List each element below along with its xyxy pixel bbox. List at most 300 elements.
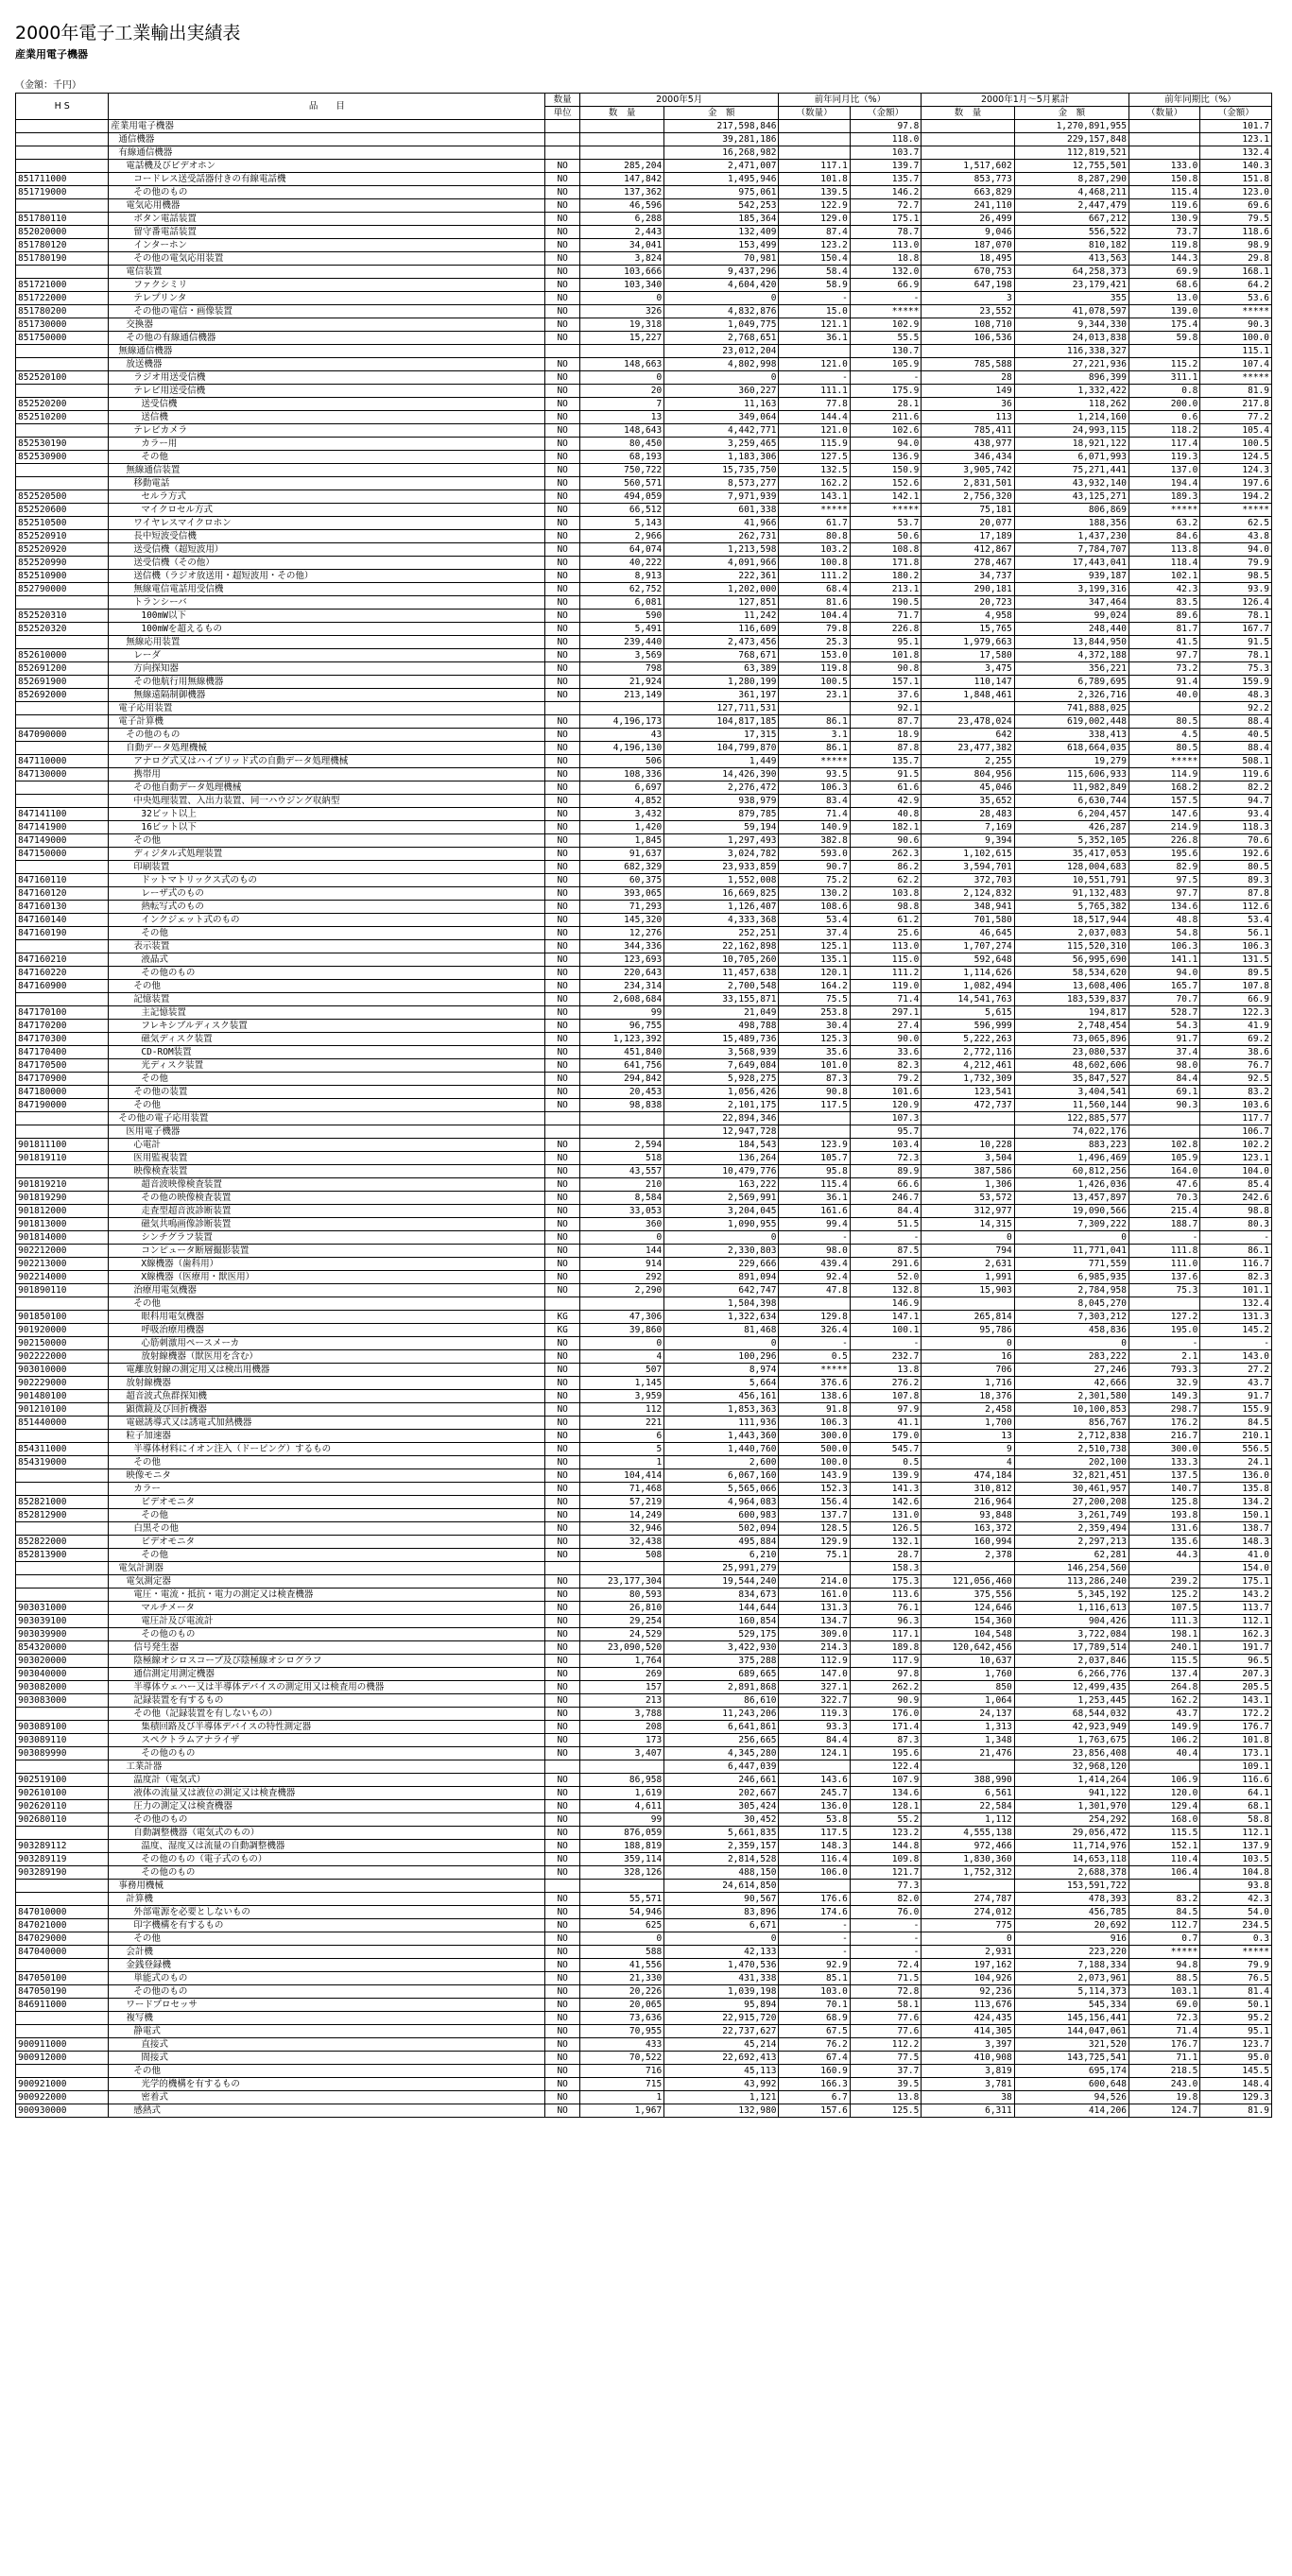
cell-item-name: その他自動データ処理機械	[109, 781, 545, 795]
table-row	[16, 1959, 1272, 1972]
cell-ytd-qty: 3,819	[922, 2065, 1014, 2078]
cell-item-name: 呼吸治療用機器	[109, 1324, 545, 1337]
cell-ytd-yoy-qty: 195.0	[1128, 1324, 1199, 1337]
table-row	[16, 332, 1272, 345]
cell-yoy-amt: 118.0	[850, 133, 921, 146]
cell-ytd-yoy-qty: 119.3	[1128, 451, 1199, 464]
cell-ytd-yoy-amt: 94.7	[1200, 795, 1272, 808]
table-row	[16, 1483, 1272, 1496]
cell-yoy-amt: 171.4	[850, 1721, 921, 1734]
cell-unit	[545, 345, 580, 358]
cell-hs-code	[16, 795, 109, 808]
cell-item-name: 走査型超音波診断装置	[109, 1205, 545, 1218]
cell-ytd-yoy-amt: 54.0	[1200, 1906, 1272, 1919]
cell-item-name: 移動電話	[109, 477, 545, 490]
cell-unit: NO	[545, 504, 580, 517]
cell-hs-code: 854311000	[16, 1443, 109, 1456]
cell-ytd-yoy-amt: 118.6	[1200, 226, 1272, 239]
cell-ytd-yoy-amt: 113.7	[1200, 1602, 1272, 1615]
cell-ytd-yoy-amt: 107.4	[1200, 358, 1272, 371]
cell-item-name: 主記憶装置	[109, 1006, 545, 1020]
cell-may-amt: 45,214	[664, 2038, 779, 2052]
cell-item-name: 電圧計及び電流計	[109, 1615, 545, 1628]
cell-yoy-qty: 125.3	[779, 1033, 850, 1046]
cell-ytd-amt: 667,212	[1014, 213, 1128, 226]
cell-ytd-yoy-qty: 140.7	[1128, 1483, 1199, 1496]
cell-ytd-amt: 14,653,118	[1014, 1853, 1128, 1866]
cell-ytd-amt: 24,993,115	[1014, 424, 1128, 438]
cell-may-amt: 10,479,776	[664, 1165, 779, 1178]
cell-ytd-amt: 4,468,211	[1014, 186, 1128, 199]
table-row	[16, 1906, 1272, 1919]
cell-ytd-qty: 375,556	[922, 1589, 1014, 1602]
cell-ytd-qty: 197,162	[922, 1959, 1014, 1972]
cell-unit	[545, 1112, 580, 1125]
cell-item-name: その他の電子応用装置	[109, 1112, 545, 1125]
cell-ytd-amt: 9,344,330	[1014, 318, 1128, 332]
cell-unit: NO	[545, 1403, 580, 1417]
cell-ytd-yoy-qty: 75.3	[1128, 1284, 1199, 1297]
cell-item-name: 複写機	[109, 2012, 545, 2025]
cell-may-amt: 7,971,939	[664, 490, 779, 504]
cell-item-name: 送信機（ラジオ放送用・超短波用・その他）	[109, 570, 545, 583]
cell-ytd-yoy-qty: 106.9	[1128, 1774, 1199, 1787]
cell-may-amt: 361,197	[664, 689, 779, 702]
cell-ytd-yoy-amt: 145.5	[1200, 2065, 1272, 2078]
cell-ytd-qty: 596,999	[922, 1020, 1014, 1033]
cell-yoy-qty: 376.6	[779, 1377, 850, 1390]
cell-yoy-qty: 120.1	[779, 967, 850, 980]
cell-may-qty: 208	[579, 1721, 663, 1734]
cell-item-name: 表示装置	[109, 940, 545, 953]
cell-yoy-qty: 174.6	[779, 1906, 850, 1919]
cell-ytd-yoy-amt: 103.6	[1200, 1099, 1272, 1112]
cell-ytd-yoy-amt: 132.4	[1200, 1297, 1272, 1311]
cell-unit: NO	[545, 1800, 580, 1813]
cell-ytd-qty: 2,931	[922, 1946, 1014, 1959]
cell-ytd-yoy-qty: 97.7	[1128, 887, 1199, 901]
cell-hs-code: 851780120	[16, 239, 109, 252]
cell-yoy-amt: 77.6	[850, 2012, 921, 2025]
cell-may-amt: 6,447,039	[664, 1760, 779, 1774]
cell-hs-code: 901819210	[16, 1178, 109, 1192]
cell-ytd-amt: 2,359,494	[1014, 1522, 1128, 1536]
cell-yoy-qty: 119.3	[779, 1708, 850, 1721]
cell-ytd-yoy-amt: 98.5	[1200, 570, 1272, 583]
cell-ytd-yoy-amt: 168.1	[1200, 266, 1272, 279]
cell-may-amt: 95,894	[664, 1999, 779, 2012]
table-row	[16, 1271, 1272, 1284]
cell-may-amt: 3,024,782	[664, 848, 779, 861]
cell-ytd-yoy-qty: 120.0	[1128, 1787, 1199, 1800]
cell-may-qty: 292	[579, 1271, 663, 1284]
cell-yoy-amt: 84.4	[850, 1205, 921, 1218]
cell-hs-code: 902150000	[16, 1337, 109, 1350]
cell-yoy-qty: 117.5	[779, 1099, 850, 1112]
cell-item-name: 金銭登録機	[109, 1959, 545, 1972]
cell-ytd-yoy-qty: 97.5	[1128, 874, 1199, 887]
cell-ytd-amt: 7,188,334	[1014, 1959, 1128, 1972]
header-amt: 金 額	[664, 107, 779, 120]
cell-ytd-qty: 6,311	[922, 2104, 1014, 2118]
cell-may-qty: 20,226	[579, 1985, 663, 1999]
cell-ytd-amt: 695,174	[1014, 2065, 1128, 2078]
cell-may-amt: 5,661,835	[664, 1827, 779, 1840]
cell-yoy-qty: 121.0	[779, 424, 850, 438]
cell-item-name: 単能式のもの	[109, 1972, 545, 1985]
cell-may-qty: 0	[579, 371, 663, 385]
cell-may-qty: 173	[579, 1734, 663, 1747]
cell-yoy-qty: 71.4	[779, 808, 850, 821]
cell-item-name: ラジオ用送受信機	[109, 371, 545, 385]
cell-ytd-qty: 14,315	[922, 1218, 1014, 1231]
cell-ytd-yoy-qty: 176.2	[1128, 1417, 1199, 1430]
cell-may-amt: 15,735,750	[664, 464, 779, 477]
cell-may-amt: 116,609	[664, 623, 779, 636]
header-ytd-amt-p: （金額）	[1200, 107, 1272, 120]
cell-yoy-amt: -	[850, 1337, 921, 1350]
cell-may-amt: 22,894,346	[664, 1112, 779, 1125]
cell-hs-code: 902222000	[16, 1350, 109, 1364]
cell-hs-code: 852020000	[16, 226, 109, 239]
cell-ytd-qty: 34,737	[922, 570, 1014, 583]
cell-yoy-amt: 144.8	[850, 1840, 921, 1853]
cell-ytd-qty: 14,541,763	[922, 993, 1014, 1006]
table-row	[16, 1112, 1272, 1125]
cell-ytd-qty: 1,848,461	[922, 689, 1014, 702]
cell-yoy-amt: 115.0	[850, 953, 921, 967]
cell-may-amt: 1,039,198	[664, 1985, 779, 1999]
cell-ytd-yoy-amt: 70.6	[1200, 834, 1272, 848]
cell-may-amt: 16,268,982	[664, 146, 779, 160]
cell-ytd-yoy-qty: 240.1	[1128, 1641, 1199, 1655]
cell-hs-code	[16, 636, 109, 649]
cell-yoy-amt: 100.1	[850, 1324, 921, 1337]
cell-ytd-amt: 2,301,580	[1014, 1390, 1128, 1403]
cell-item-name: その他のもの	[109, 1813, 545, 1827]
cell-yoy-qty: 84.4	[779, 1734, 850, 1747]
table-row	[16, 1681, 1272, 1694]
cell-may-qty: 750,722	[579, 464, 663, 477]
cell-ytd-amt: 1,763,675	[1014, 1734, 1128, 1747]
cell-yoy-qty: 134.7	[779, 1615, 850, 1628]
cell-may-qty: 6	[579, 1430, 663, 1443]
cell-may-amt: 1,213,598	[664, 543, 779, 557]
table-row	[16, 610, 1272, 623]
table-row	[16, 821, 1272, 834]
cell-ytd-qty: 123,541	[922, 1086, 1014, 1099]
cell-ytd-yoy-amt: 78.1	[1200, 649, 1272, 662]
cell-yoy-amt: 157.1	[850, 676, 921, 689]
cell-hs-code: 847160120	[16, 887, 109, 901]
table-row	[16, 398, 1272, 411]
cell-item-name: 無線通信機器	[109, 345, 545, 358]
cell-may-amt: 0	[664, 1231, 779, 1245]
cell-yoy-amt: 291.6	[850, 1258, 921, 1271]
cell-ytd-qty: 2,378	[922, 1549, 1014, 1562]
cell-may-amt: 11,457,638	[664, 967, 779, 980]
cell-unit: NO	[545, 1602, 580, 1615]
cell-hs-code: 852520310	[16, 610, 109, 623]
cell-ytd-qty: 3,781	[922, 2078, 1014, 2091]
cell-yoy-amt: 61.6	[850, 781, 921, 795]
cell-ytd-qty: 850	[922, 1681, 1014, 1694]
cell-yoy-amt: 101.8	[850, 649, 921, 662]
cell-hs-code: 852692000	[16, 689, 109, 702]
cell-ytd-qty: 18,376	[922, 1390, 1014, 1403]
cell-ytd-amt: 6,985,935	[1014, 1271, 1128, 1284]
cell-yoy-qty: 136.0	[779, 1800, 850, 1813]
cell-unit: NO	[545, 1364, 580, 1377]
cell-may-amt: 5,664	[664, 1377, 779, 1390]
cell-ytd-amt: 939,187	[1014, 570, 1128, 583]
cell-item-name: その他	[109, 1509, 545, 1522]
cell-ytd-amt: 24,013,838	[1014, 332, 1128, 345]
cell-yoy-qty: 86.1	[779, 742, 850, 755]
cell-unit: NO	[545, 1840, 580, 1853]
cell-hs-code: 852691900	[16, 676, 109, 689]
cell-ytd-yoy-amt: 143.0	[1200, 1350, 1272, 1364]
cell-ytd-qty: 2,631	[922, 1258, 1014, 1271]
cell-may-qty: 7	[579, 398, 663, 411]
cell-hs-code	[16, 715, 109, 729]
cell-item-name: シンチグラフ装置	[109, 1231, 545, 1245]
cell-item-name: 集積回路及び半導体デバイスの特性測定器	[109, 1721, 545, 1734]
cell-may-qty: 145,320	[579, 914, 663, 927]
cell-ytd-amt: 600,648	[1014, 2078, 1128, 2091]
cell-unit: NO	[545, 715, 580, 729]
header-ytd-amt: 金 額	[1014, 107, 1128, 120]
cell-unit: NO	[545, 477, 580, 490]
cell-may-qty: 1,619	[579, 1787, 663, 1800]
cell-may-qty: 625	[579, 1919, 663, 1932]
cell-yoy-amt: 158.3	[850, 1562, 921, 1575]
cell-ytd-yoy-qty: 81.7	[1128, 623, 1199, 636]
cell-yoy-qty: -	[779, 1337, 850, 1350]
cell-may-amt: 63,389	[664, 662, 779, 676]
cell-may-qty: 39,860	[579, 1324, 663, 1337]
cell-hs-code	[16, 1575, 109, 1589]
cell-hs-code: 847160140	[16, 914, 109, 927]
cell-may-amt: 0	[664, 1337, 779, 1350]
cell-item-name: X線機器（医療用・獣医用）	[109, 1271, 545, 1284]
cell-unit: NO	[545, 398, 580, 411]
cell-yoy-amt: 112.2	[850, 2038, 921, 2052]
header-item: 品 目	[109, 94, 545, 120]
table-row	[16, 266, 1272, 279]
cell-may-amt: 3,568,939	[664, 1046, 779, 1059]
cell-may-amt: 2,473,456	[664, 636, 779, 649]
cell-ytd-amt: 30,461,957	[1014, 1483, 1128, 1496]
cell-item-name: 放射線機器	[109, 1377, 545, 1390]
cell-unit: NO	[545, 1245, 580, 1258]
cell-ytd-qty: 24,137	[922, 1708, 1014, 1721]
table-row	[16, 318, 1272, 332]
cell-may-amt: 529,175	[664, 1628, 779, 1641]
cell-unit: NO	[545, 490, 580, 504]
cell-yoy-amt: 90.6	[850, 834, 921, 848]
cell-ytd-yoy-amt: 82.3	[1200, 1271, 1272, 1284]
table-row	[16, 1297, 1272, 1311]
cell-hs-code: 847141100	[16, 808, 109, 821]
cell-yoy-qty: 68.4	[779, 583, 850, 596]
cell-ytd-amt: 146,254,560	[1014, 1562, 1128, 1575]
cell-ytd-yoy-qty	[1128, 702, 1199, 715]
cell-yoy-amt: 50.6	[850, 530, 921, 543]
cell-ytd-yoy-amt: 80.5	[1200, 861, 1272, 874]
table-row	[16, 1602, 1272, 1615]
cell-unit: NO	[545, 768, 580, 781]
cell-may-amt: 2,700,548	[664, 980, 779, 993]
cell-may-amt: 879,785	[664, 808, 779, 821]
cell-ytd-yoy-amt: 79.9	[1200, 1959, 1272, 1972]
cell-yoy-qty: 164.2	[779, 980, 850, 993]
cell-ytd-yoy-qty: 793.3	[1128, 1364, 1199, 1377]
table-row	[16, 1006, 1272, 1020]
cell-hs-code	[16, 464, 109, 477]
cell-may-amt: 1,202,000	[664, 583, 779, 596]
cell-item-name: 放送機器	[109, 358, 545, 371]
cell-item-name: テレプリンタ	[109, 292, 545, 305]
cell-ytd-yoy-amt: 176.7	[1200, 1721, 1272, 1734]
cell-may-amt: 19,544,240	[664, 1575, 779, 1589]
cell-ytd-qty: 15,765	[922, 623, 1014, 636]
cell-ytd-qty: 13	[922, 1430, 1014, 1443]
table-row	[16, 583, 1272, 596]
cell-ytd-qty: 0	[922, 1337, 1014, 1350]
cell-ytd-yoy-amt: 91.7	[1200, 1390, 1272, 1403]
cell-ytd-yoy-amt: 42.3	[1200, 1893, 1272, 1906]
cell-may-qty: 21,924	[579, 676, 663, 689]
cell-ytd-yoy-amt: 124.3	[1200, 464, 1272, 477]
cell-item-name: 送受信機（その他）	[109, 557, 545, 570]
cell-may-qty: 68,193	[579, 451, 663, 464]
cell-may-qty: 71,468	[579, 1483, 663, 1496]
cell-yoy-qty: 214.3	[779, 1641, 850, 1655]
cell-yoy-amt: 147.1	[850, 1311, 921, 1324]
cell-may-amt: 246,661	[664, 1774, 779, 1787]
cell-ytd-amt: 5,114,373	[1014, 1985, 1128, 1999]
cell-yoy-amt: 132.8	[850, 1284, 921, 1297]
cell-yoy-qty: 67.4	[779, 2052, 850, 2065]
cell-ytd-amt: 68,544,032	[1014, 1708, 1128, 1721]
table-row	[16, 2091, 1272, 2104]
cell-ytd-yoy-qty: 216.7	[1128, 1430, 1199, 1443]
cell-may-amt: 132,409	[664, 226, 779, 239]
cell-unit: NO	[545, 834, 580, 848]
table-row	[16, 411, 1272, 424]
cell-yoy-amt: 120.9	[850, 1099, 921, 1112]
cell-may-amt: 256,665	[664, 1734, 779, 1747]
cell-ytd-qty: 592,648	[922, 953, 1014, 967]
cell-ytd-amt: 12,499,435	[1014, 1681, 1128, 1694]
cell-hs-code: 852821000	[16, 1496, 109, 1509]
table-row	[16, 292, 1272, 305]
cell-ytd-yoy-amt: 118.3	[1200, 821, 1272, 834]
cell-ytd-amt: 618,664,035	[1014, 742, 1128, 755]
cell-unit: NO	[545, 1258, 580, 1271]
cell-may-amt: 8,974	[664, 1364, 779, 1377]
cell-hs-code	[16, 940, 109, 953]
cell-yoy-qty: 130.2	[779, 887, 850, 901]
cell-yoy-qty: 104.4	[779, 610, 850, 623]
cell-ytd-qty: 26,499	[922, 213, 1014, 226]
cell-ytd-qty: 35,652	[922, 795, 1014, 808]
cell-yoy-amt: 37.6	[850, 689, 921, 702]
cell-ytd-yoy-qty: 80.5	[1128, 715, 1199, 729]
cell-ytd-yoy-amt: 123.0	[1200, 186, 1272, 199]
cell-ytd-yoy-qty: 137.0	[1128, 464, 1199, 477]
cell-ytd-yoy-amt: 53.6	[1200, 292, 1272, 305]
cell-yoy-amt: 18.8	[850, 252, 921, 266]
cell-ytd-yoy-qty: 82.9	[1128, 861, 1199, 874]
cell-ytd-qty: 0	[922, 1231, 1014, 1245]
cell-ytd-amt: 188,356	[1014, 517, 1128, 530]
cell-may-amt: 222,361	[664, 570, 779, 583]
cell-yoy-amt: 72.8	[850, 1985, 921, 1999]
cell-ytd-qty: 4,958	[922, 610, 1014, 623]
table-row	[16, 1774, 1272, 1787]
cell-hs-code	[16, 1708, 109, 1721]
cell-ytd-yoy-amt: 68.1	[1200, 1800, 1272, 1813]
cell-yoy-qty: 129.0	[779, 213, 850, 226]
cell-yoy-amt: 121.7	[850, 1866, 921, 1880]
cell-ytd-yoy-qty: 125.8	[1128, 1496, 1199, 1509]
table-row	[16, 1086, 1272, 1099]
cell-item-name: その他航行用無線機器	[109, 676, 545, 689]
cell-item-name: 送信機	[109, 411, 545, 424]
cell-ytd-yoy-amt: 94.0	[1200, 543, 1272, 557]
cell-yoy-qty: 30.4	[779, 1020, 850, 1033]
cell-ytd-yoy-qty: 111.8	[1128, 1245, 1199, 1258]
cell-may-qty: 1,123,392	[579, 1033, 663, 1046]
cell-hs-code: 902680110	[16, 1813, 109, 1827]
cell-may-qty: 876,059	[579, 1827, 663, 1840]
cell-may-qty: 20,065	[579, 1999, 663, 2012]
cell-hs-code: 852510500	[16, 517, 109, 530]
cell-ytd-qty: 348,941	[922, 901, 1014, 914]
cell-ytd-yoy-amt: 95.1	[1200, 2025, 1272, 2038]
cell-may-qty	[579, 120, 663, 133]
cell-unit: NO	[545, 1575, 580, 1589]
cell-unit: NO	[545, 173, 580, 186]
cell-hs-code: 900930000	[16, 2104, 109, 2118]
cell-ytd-amt: 13,608,406	[1014, 980, 1128, 993]
cell-hs-code: 903010000	[16, 1364, 109, 1377]
header-ytd-qty-p: （数量）	[1128, 107, 1199, 120]
cell-may-qty: 3,824	[579, 252, 663, 266]
cell-ytd-qty: 4,555,138	[922, 1827, 1014, 1840]
cell-ytd-yoy-qty: 0.8	[1128, 385, 1199, 398]
cell-may-qty: 220,643	[579, 967, 663, 980]
cell-hs-code	[16, 1827, 109, 1840]
cell-item-name: 送受信機	[109, 398, 545, 411]
cell-ytd-qty: 3,905,742	[922, 464, 1014, 477]
cell-ytd-yoy-amt: 78.1	[1200, 610, 1272, 623]
cell-ytd-yoy-qty	[1128, 1562, 1199, 1575]
cell-may-amt: 600,983	[664, 1509, 779, 1522]
cell-yoy-qty: 123.9	[779, 1139, 850, 1152]
cell-yoy-qty: 123.2	[779, 239, 850, 252]
cell-yoy-amt: 62.2	[850, 874, 921, 887]
cell-hs-code	[16, 2065, 109, 2078]
cell-may-amt: 305,424	[664, 1800, 779, 1813]
cell-may-amt: 1,056,426	[664, 1086, 779, 1099]
cell-ytd-yoy-qty: 137.6	[1128, 1271, 1199, 1284]
cell-yoy-qty: 61.7	[779, 517, 850, 530]
cell-may-qty: 360	[579, 1218, 663, 1231]
cell-ytd-amt: 2,688,378	[1014, 1866, 1128, 1880]
